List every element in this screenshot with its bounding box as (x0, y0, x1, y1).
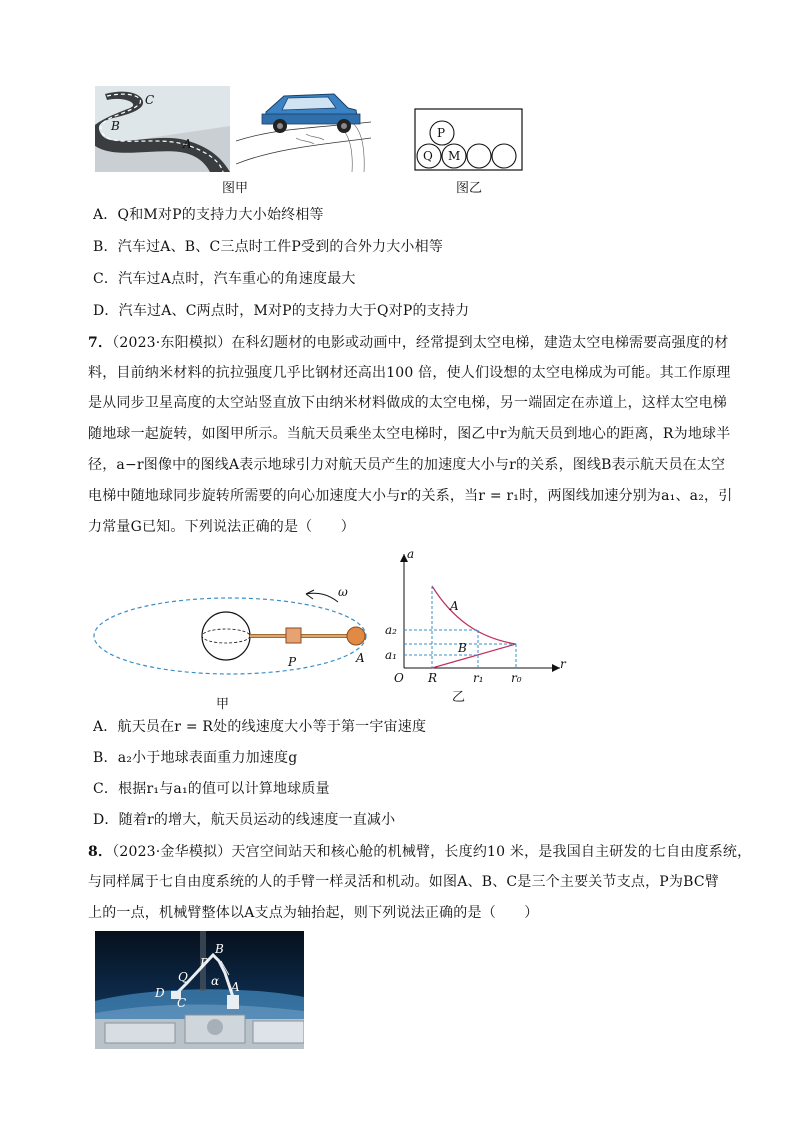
q7-stem-line-1: 7．（2023·东阳模拟）在科幻题材的电影或动画中，经常提到太空电梯，建造太空电梯需要高强度的材 (88, 335, 729, 351)
a1-label: a₁ (385, 648, 397, 662)
q7-stem-line-5: 径，a−r图像中的图线A表示地球引力对航天员产生的加速度大小与r的关系，图线B表示航天员在太空 (88, 457, 726, 473)
r-earth-label: R (428, 671, 438, 684)
q8-number: 8． (88, 844, 113, 860)
q7-stem-line-4: 随地球一起旋转，如图甲所示。当航天员乘坐太空电梯时，图乙中r为航天员到地心的距离，R为地球半 (88, 426, 731, 442)
omega-label: ω (338, 585, 348, 599)
q6-option-c: C．汽车过A点时，汽车重心的角速度最大 (93, 271, 356, 287)
q6-option-a: A．Q和M对P的支持力大小始终相等 (93, 207, 324, 223)
road-photo (95, 86, 230, 172)
q7-stem-line-2: 料，目前纳米材料的抗拉强度几乎比钢材还高出100 倍，使人们设想的太空电梯成为可能。其工作原理 (88, 365, 731, 381)
photo-label-d: D (155, 986, 165, 1000)
axis-r-label: r (560, 657, 566, 671)
origin-label: O (394, 671, 404, 684)
photo-label-q: Q (178, 970, 188, 984)
a2-label: a₂ (385, 623, 397, 637)
q6-option-d: D．汽车过A、C两点时，M对P的支持力大于Q对P的支持力 (93, 303, 470, 319)
fig6-caption-right: 图乙 (456, 181, 483, 196)
space-elevator-diagram (92, 582, 382, 712)
ball-label-m: M (448, 149, 461, 163)
q7-stem-line-6: 电梯中随地球同步旋转所需要的向心加速度大小与r的关系，当r = r₁时，两图线加速分别为a₁、a₂，引 (88, 488, 733, 504)
q7-option-b: B．a₂小于地球表面重力加速度g (93, 750, 298, 766)
photo-label-p: P (200, 956, 209, 970)
r0-label: r₀ (511, 671, 522, 684)
q8-stem-line-3: 上的一点，机械臂整体以A支点为轴抬起，则下列说法正确的是（ ） (88, 905, 539, 921)
p-label: P (288, 655, 297, 669)
road-label-c: C (145, 93, 155, 107)
road-label-a: A (183, 137, 192, 151)
q7-stem-line-3: 是从同步卫星高度的太空站竖直放下由纳米材料做成的太空电梯，另一端固定在赤道上，这样太空电梯 (88, 395, 727, 411)
photo-label-c: C (177, 996, 187, 1010)
a-r-graph (382, 548, 572, 684)
balls-box-diagram (414, 108, 524, 172)
axis-a-label: a (407, 548, 415, 561)
space-station-photo (95, 931, 304, 1049)
r1-label: r₁ (473, 671, 484, 684)
ball-label-q: Q (423, 149, 433, 163)
q6-option-b: B．汽车过A、B、C三点时工件P受到的合外力大小相等 (93, 239, 444, 255)
q8-stem-line-2: 与同样属于七自由度系统的人的手臂一样灵活和机动。如图A、B、C是三个主要关节支点，P为BC臂 (88, 874, 719, 890)
curve-a-label: A (450, 599, 459, 613)
photo-label-alpha: α (211, 974, 220, 988)
q7-option-c: C．根据r₁与a₁的值可以计算地球质量 (93, 781, 330, 797)
road-label-b: B (111, 119, 120, 133)
fig7-caption-left: 甲 (216, 697, 230, 712)
q8-stem-line-1: 8．（2023·金华模拟）天宫空间站天和核心舱的机械臂，长度约10 米，是我国自主研发的七自由度系统， (88, 844, 752, 860)
q7-option-a: A．航天员在r = R处的线速度大小等于第一宇宙速度 (93, 719, 427, 735)
curve-b-label: B (458, 641, 467, 655)
a-label: A (356, 651, 365, 665)
q7-option-d: D．随着r的增大，航天员运动的线速度一直减小 (93, 812, 396, 828)
q7-number: 7． (88, 335, 113, 351)
car-illustration (236, 86, 371, 172)
photo-label-b: B (215, 942, 224, 956)
fig7-caption-right: 乙 (452, 690, 466, 705)
photo-label-a: A (231, 980, 240, 994)
fig6-caption-left: 图甲 (222, 181, 249, 196)
q7-stem-line-7: 力常量G已知。下列说法正确的是（ ） (88, 519, 355, 535)
ball-label-p: P (437, 126, 446, 140)
